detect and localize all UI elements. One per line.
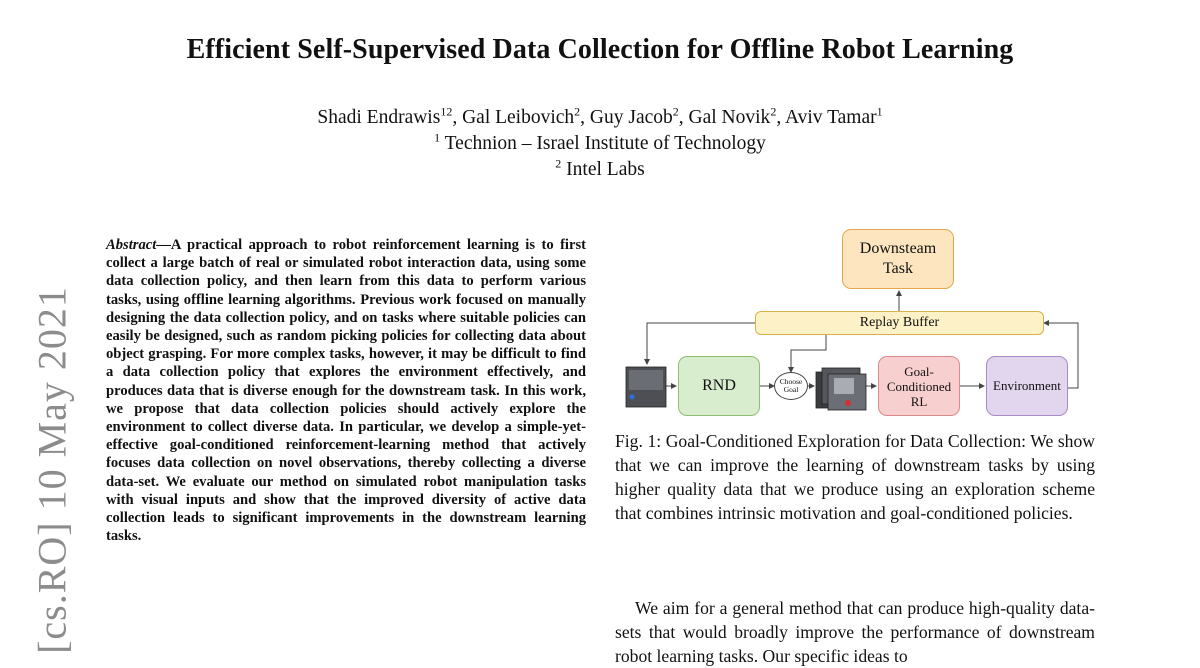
affiliation-mark: 2 [555,156,562,171]
arxiv-stamp: [cs.RO] 10 May 2021 [29,286,75,654]
downstream-task-box [842,229,954,289]
goal-image-detail [834,378,854,394]
rnd-label: RND [702,377,736,394]
affiliation-mark: 2 [672,104,679,119]
affiliation-mark: 2 [574,104,581,119]
rnd-box [678,356,760,416]
affiliation-mark: 2 [770,104,777,119]
goal-conditioned-rl-box [878,356,960,416]
body-paragraph [615,596,1095,668]
paper-title: Efficient Self-Supervised Data Collection for Offline Robot Learning [186,34,1014,65]
affiliation-name: Intel Labs [566,159,645,180]
affiliation-mark: 1 [876,104,883,119]
abstract-dash: — [156,237,171,253]
environment-box [986,356,1068,416]
abstract-label: Abstract [106,237,157,253]
replay-buffer-box [755,311,1044,335]
environment-label: Environment [993,378,1061,393]
goal-object [845,400,851,406]
author-name: Guy Jacob [589,107,673,128]
affiliation-name: Technion – Israel Institute of Technology [444,133,766,154]
choose-goal-node [774,372,808,400]
observation-object [630,395,635,400]
affiliation-line [0,131,1200,157]
abstract [106,236,586,545]
gcrl-label: RL [910,393,928,409]
author-block [0,105,1200,183]
downstream-task-label: Downsteam [859,240,937,257]
author-name: Aviv Tamar [785,107,877,128]
choose-goal-label: Choose [779,377,803,386]
replay-buffer-label: Replay Buffer [859,315,940,330]
affiliation-mark: 12 [440,104,453,119]
body-paragraph-text: We aim for a general method that can produce high-quality data-sets that would broadly improve the performance of downstream robot learning tasks. Our specific ideas to [615,598,1095,666]
author-name: Gal Novik [688,107,771,128]
abstract-text: A practical approach to robot reinforcement learning is to first collect a large batch of real or simulated robot interaction data, using some data collection policy, and then learn from this data to perform various tasks, using offline learning algorithms. Previous work focused on manually designing the data collection policy, and on tasks where suitable policies can easily be designed, such as random picking policies for collecting data about object grasping. For more complex tasks, however, it may be difficult to find a data collection policy that explores the environment effectively, and produces data that is diverse enough for the downstream task. In this work, we propose that data collection policies should actively explore the environment to collect diverse data. In particular, we develop a simple-yet-effective goal-conditioned reinforcement-learning method that actively focuses data collection on novel observations, thereby collecting a diverse data-set. We evaluate our method on simulated robot manipulation tasks with visual inputs and show that the improved diversity of active data collection leads to significant improvements in the downstream learning tasks. [106,237,586,545]
choose-goal-label: Goal [783,385,799,394]
author-list: Shadi Endrawis$^{12}$, Gal Leibovich$^2$, Guy Jacob$^2$, Gal Novik$^2$, Aviv Tamar$^1$ [317,104,883,128]
observation-image-detail [629,370,663,390]
affiliation-line [0,157,1200,183]
downstream-task-label: Task [883,260,913,277]
figure-caption: Fig. 1: Goal-Conditioned Exploration for Data Collection: We show that we can improve the learning of downstream tasks by using higher quality data that we produce using an exploration scheme that combines intrinsic motivation and goal-conditioned policies. [615,431,1095,523]
affiliation-mark: 1 [434,130,441,145]
figure-diagram [616,222,1100,422]
gcrl-label: Conditioned [886,378,952,394]
author-name: Shadi Endrawis [317,107,441,128]
gcrl-label: Goal- [904,363,934,379]
author-name: Gal Leibovich [462,107,575,128]
